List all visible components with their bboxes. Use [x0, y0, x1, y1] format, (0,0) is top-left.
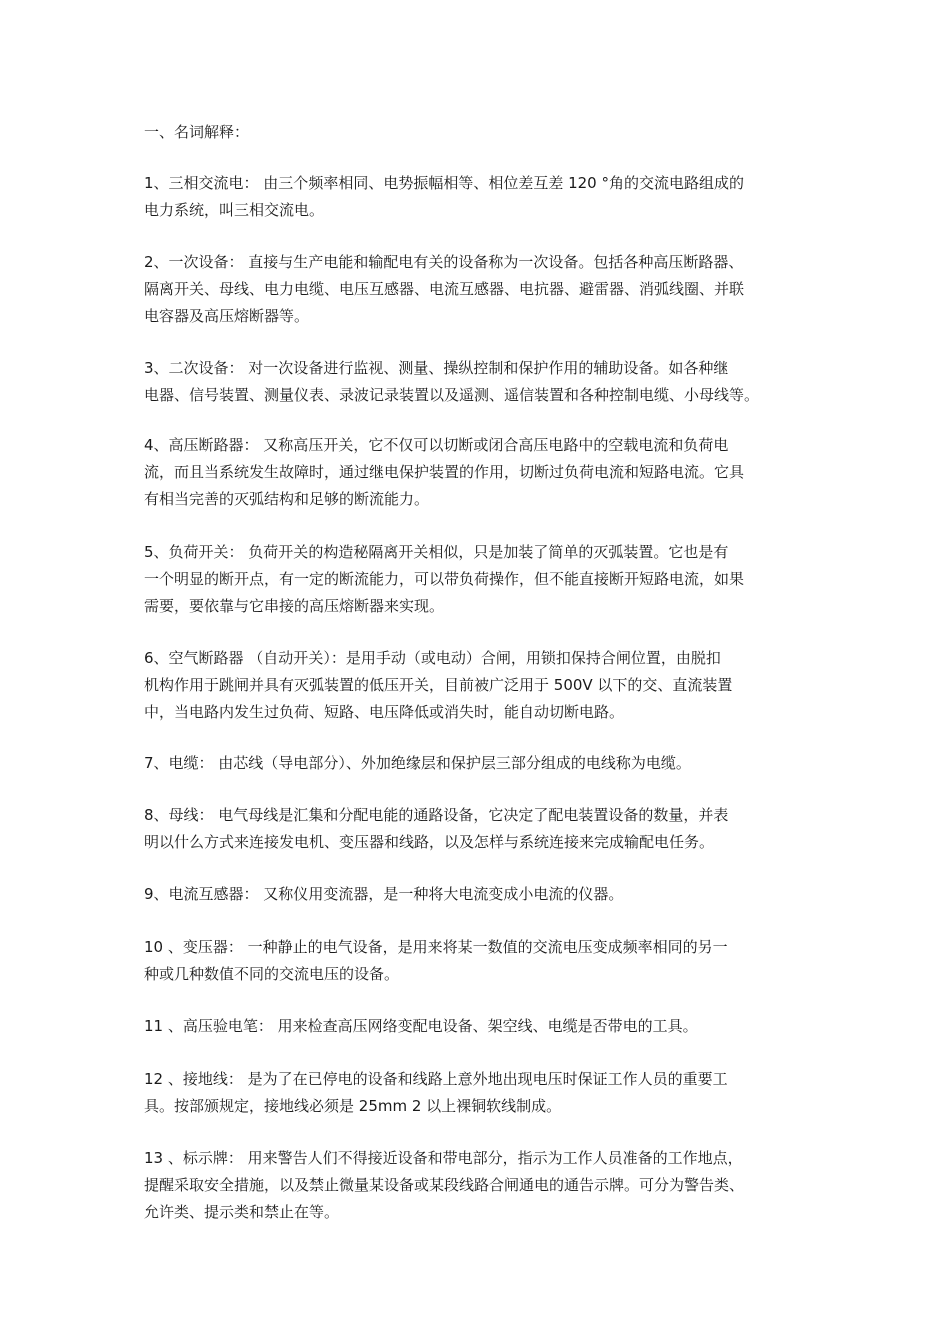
- term-entry-5: [144, 539, 814, 620]
- entry-line: 1、三相交流电： 由三个频率相同、电势振幅相等、相位差互差 120 °角的交流电路组成的: [144, 174, 744, 192]
- entry-line: 5、负荷开关： 负荷开关的构造秘隔离开关相似，只是加装了简单的灭弧装置。它也是有: [144, 543, 729, 561]
- entry-line: 9、电流互感器： 又称仪用变流器，是一种将大电流变成小电流的仪器。: [144, 885, 624, 903]
- term-entry-8: [144, 802, 814, 856]
- entry-line: 电力系统，叫三相交流电。: [144, 201, 325, 219]
- term-entry-10: [144, 934, 814, 988]
- term-entry-12: [144, 1066, 814, 1120]
- term-entry-6: [144, 645, 814, 726]
- entry-line: 10 、变压器： 一种静止的电气设备，是用来将某一数值的交流电压变成频率相同的另一: [144, 938, 728, 956]
- entry-line: 允许类、提示类和禁止在等。: [144, 1203, 340, 1221]
- entry-line: 机构作用于跳闸并具有灭弧装置的低压开关，目前被广泛用于 500V 以下的交、直流装置: [144, 676, 733, 694]
- entry-line: 电容器及高压熔断器等。: [144, 307, 310, 325]
- entry-line: 流，而且当系统发生故障时，通过继电保护装置的作用，切断过负荷电流和短路电流。它具: [144, 463, 745, 481]
- entry-line: 7、电缆： 由芯线（导电部分）、外加绝缘层和保护层三部分组成的电线称为电缆。: [144, 754, 691, 772]
- entry-line: 中，当电路内发生过负荷、短路、电压降低或消失时，能自动切断电路。: [144, 703, 625, 721]
- section-heading: 一、名词解释：: [144, 123, 250, 141]
- entry-line: 13 、标示牌： 用来警告人们不得接近设备和带电部分，指示为工作人员准备的工作地点，: [144, 1149, 743, 1167]
- term-entry-9: [144, 881, 814, 908]
- entry-line: 一个明显的断开点，有一定的断流能力，可以带负荷操作，但不能直接断开短路电流，如果: [144, 570, 745, 588]
- entry-line: 有相当完善的灭弧结构和足够的断流能力。: [144, 490, 430, 508]
- term-entry-2: [144, 249, 814, 330]
- term-entry-1: [144, 170, 814, 224]
- entry-line: 6、空气断路器 （自动开关）：是用手动（或电动）合闸，用锁扣保持合闸位置，由脱扣: [144, 649, 721, 667]
- term-entry-11: [144, 1013, 814, 1040]
- entry-line: 12 、接地线： 是为了在已停电的设备和线路上意外地出现电压时保证工作人员的重要工: [144, 1070, 728, 1088]
- entry-line: 提醒采取安全措施，以及禁止微量某设备或某段线路合闸通电的通告示牌。可分为警告类、: [144, 1176, 745, 1194]
- term-entry-13: [144, 1145, 814, 1226]
- entry-line: 3、二次设备： 对一次设备进行监视、测量、操纵控制和保护作用的辅助设备。如各种继: [144, 359, 729, 377]
- entry-line: 11 、高压验电笔： 用来检查高压网络变配电设备、架空线、电缆是否带电的工具。: [144, 1017, 698, 1035]
- entry-line: 明以什么方式来连接发电机、变压器和线路，以及怎样与系统连接来完成输配电任务。: [144, 833, 715, 851]
- entry-line: 隔离开关、母线、电力电缆、电压互感器、电流互感器、电抗器、避雷器、消弧线圈、并联: [144, 280, 745, 298]
- entry-line: 8、母线： 电气母线是汇集和分配电能的通路设备，它决定了配电装置设备的数量，并表: [144, 806, 729, 824]
- entry-line: 种或几种数值不同的交流电压的设备。: [144, 965, 400, 983]
- term-entry-3: [144, 355, 814, 409]
- entry-line: 需要，要依靠与它串接的高压熔断器来实现。: [144, 597, 445, 615]
- entry-line: 4、高压断路器： 又称高压开关，它不仅可以切断或闭合高压电路中的空载电流和负荷电: [144, 436, 729, 454]
- entry-line: 具。按部颁规定，接地线必须是 25mm 2 以上裸铜软线制成。: [144, 1097, 562, 1115]
- term-entry-4: [144, 432, 814, 513]
- term-entry-7: [144, 750, 814, 777]
- entry-line: 2、一次设备： 直接与生产电能和输配电有关的设备称为一次设备。包括各种高压断路器、: [144, 253, 744, 271]
- entry-line: 电器、信号装置、测量仪表、录波记录装置以及遥测、遥信装置和各种控制电缆、小母线等。: [144, 386, 760, 404]
